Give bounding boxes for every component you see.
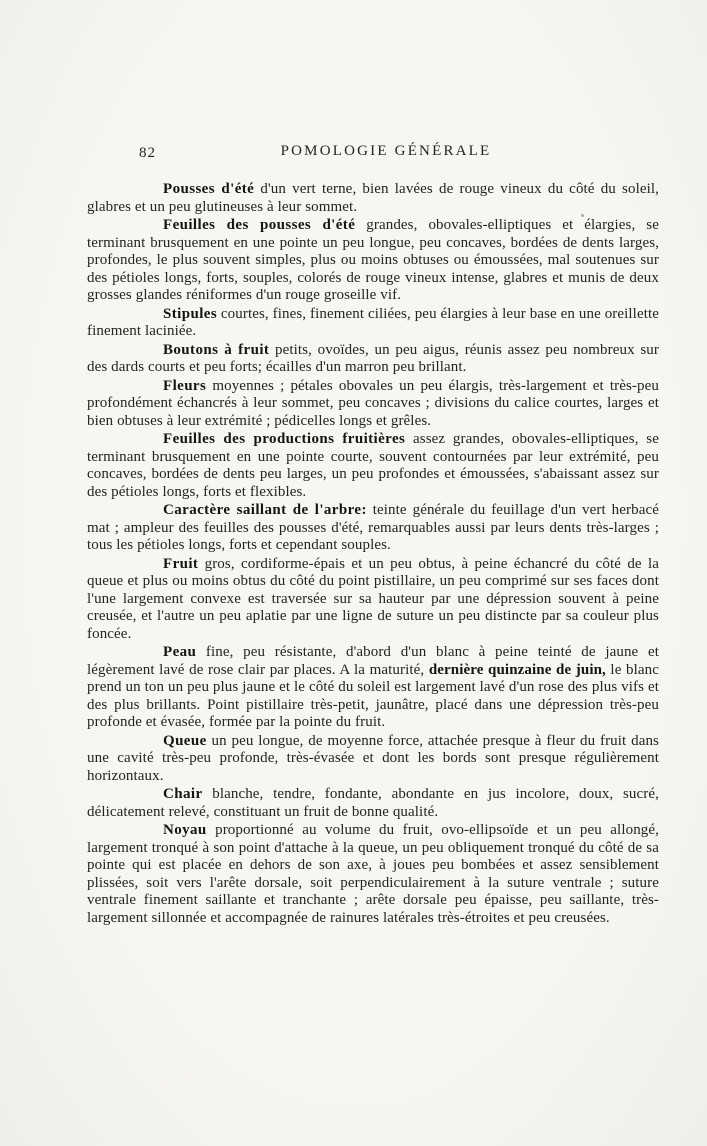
page-column	[87, 143, 659, 928]
paragraph-11-text: blanche, tendre, fondante, abondante en jus incolore, doux, sucré, délicatement relevé, constituant un fruit de bonne qualité.	[87, 786, 659, 820]
paragraph-4-label: Boutons à fruit	[163, 341, 270, 358]
page-title: POMOLOGIE GÉNÉRALE	[280, 143, 492, 159]
paragraph-4	[87, 342, 659, 377]
paragraph-2	[87, 217, 659, 305]
paragraph-5-text: moyennes ; pétales obovales un peu élargis, très-largement et très-peu profondément échancrés à leur sommet, peu concaves ; divisions du calice courtes, larges et bien obtuses à leur extrémité ; pédicelles longs et grêles.	[87, 377, 659, 429]
paragraph-12-label: Noyau	[163, 822, 207, 838]
paragraph-8	[87, 556, 659, 644]
paragraph-6-label: Feuilles des productions fruitières	[163, 431, 406, 447]
paragraph-12-text: proportionné au volume du fruit, ovo-ellipsoïde et un peu allongé, largement tronqué à son point d'attache à la queue, un peu obliquement tronqué du côté de sa pointe qui est placée en dehors de son axe, à joues peu bombées et assez sensiblement plissées, soit vers l'arête dorsale, soit perpendiculairement à la suture ventrale ; suture ventrale finement saillante et tranchante ; arête dorsale peu épaisse, peu saillante, très-largement sillonnée et accompagnée de rainures latérales très-étroites et peu creusées.	[87, 822, 659, 926]
paragraph-5	[87, 378, 659, 431]
paragraph-3-text: courtes, fines, finement ciliées, peu élargies à leur base en une oreillette finement laciniée.	[87, 305, 659, 339]
paragraph-11	[87, 786, 659, 821]
running-head	[87, 143, 659, 165]
paragraph-10-text: un peu longue, de moyenne force, attachée presque à fleur du fruit dans une cavité très-peu profonde, très-évasée et dont les bords sont presque régulièrement horizontaux.	[87, 732, 659, 784]
paragraph-1	[87, 181, 659, 216]
paragraph-9-label: dernière quinzaine de juin,	[428, 661, 606, 678]
paragraph-7-label: Caractère saillant de l'arbre:	[163, 502, 367, 518]
paragraph-6	[87, 431, 659, 501]
paragraph-8-text: gros, cordiforme-épais et un peu obtus, à peine échancré du côté de la queue et plus ou moins obtus du côté du point pistillaire, un peu comprimé sur ses faces dont l'une largement convexe est traversée sur sa hauteur par une dépression souvent à peine creusée, et l'autre un peu aplatie par une ligne de suture un peu distincte par sa couleur plus foncée.	[87, 555, 659, 642]
paragraph-7-text: teinte générale du feuillage d'un vert herbacé mat ; ampleur des feuilles des pousses d'été, remarquables aussi par leurs dents très-larges ; tous les pétioles longs, forts et cependant souples.	[87, 502, 659, 553]
paragraph-3-label: Stipules	[163, 305, 218, 322]
paragraph-9-text: le blanc prend un ton un peu plus jaune et le côté du soleil est largement lavé d'un rose des plus vifs et des plus brillants. Point pistillaire très-petit, jaunâtre, placé dans une dépression très-peu profonde et évasée, formée par la pointe du fruit.	[87, 661, 659, 730]
paragraph-10	[87, 733, 659, 786]
paragraph-12	[87, 822, 659, 927]
paragraph-2-label: Feuilles des pousses d'été	[163, 217, 356, 233]
paragraph-7	[87, 502, 659, 555]
page-number: 82	[139, 145, 156, 161]
paragraph-1-text: d'un vert terne, bien lavées de rouge vineux du côté du soleil, glabres et un peu glutineuses à leur sommet.	[87, 181, 659, 215]
paragraph-9	[87, 644, 659, 732]
paragraph-3	[87, 306, 659, 341]
paragraph-6-text: assez grandes, obovales-elliptiques, se terminant brusquement en une pointe courte, souvent contournées par leur extrémité, peu concaves, bordées de dents peu larges, un peu profondes et émoussées, s'abaissant assez sur des pétioles longs, forts et flexibles.	[87, 431, 659, 500]
paragraph-4-text: petits, ovoïdes, un peu aigus, réunis assez peu nombreux sur des dards courts et peu forts; écailles d'un marron peu brillant.	[87, 341, 659, 375]
paragraph-9-label: Peau	[163, 644, 197, 660]
paragraph-8-label: Fruit	[163, 555, 199, 572]
paragraph-2-text: grandes, obovales-elliptiques et élargies, se terminant brusquement en une pointe un peu longue, peu concaves, bordées de dents larges, profondes, le plus souvent simples, plus ou moins obtuses ou émoussées, mal soutenues sur des pétioles longs, forts, souples, colorés de rouge vineux intense, glabres et munis de deux grosses glandes réniformes d'un rouge groseille vif.	[87, 217, 659, 303]
body-text	[87, 181, 659, 927]
paragraph-10-label: Queue	[163, 732, 207, 749]
paragraph-1-label: Pousses d'été	[163, 181, 255, 197]
paragraph-5-label: Fleurs	[163, 377, 207, 394]
paragraph-11-label: Chair	[163, 786, 203, 802]
paragraph-9-text: fine, peu résistante, d'abord d'un blanc à peine teinté de jaune et légèrement lavé de rose clair par places. A la maturité,	[87, 644, 659, 678]
